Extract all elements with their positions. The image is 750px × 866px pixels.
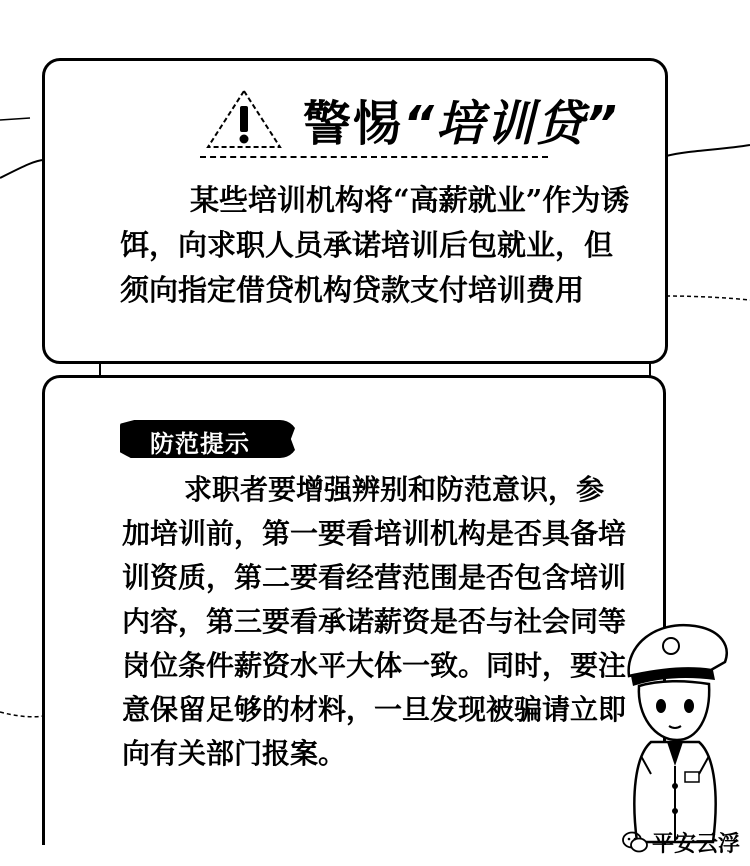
page-title [303,85,619,154]
warning-title [205,84,619,154]
wechat-icon [622,830,648,854]
title-divider [200,156,548,158]
prevention-paragraph: 求职者要增强辨别和防范意识，参加培训前，第一要看培训机构是否具备培训资质，第二要看经营范围是否包含培训内容，第三要看承诺薪资是否与社会同等岗位条件薪资水平大体一致。同时，要注意保留足够的材料，一旦发现被骗请立即向有关部门报案。 [122,473,627,770]
prevention-tag-label: 防范提示 [150,430,250,458]
watermark [622,826,740,858]
warning-paragraph: 某些培训机构将“高薪就业”作为诱饵，向求职人员承诺培训后包就业，但须向指定借贷机构贷款支付培训费用 [120,183,630,307]
title-prefix: 警惕 [303,95,404,152]
title-quoted: “培训贷” [403,95,619,152]
watermark-text: 平安云浮 [652,831,741,857]
police-officer-illustration [615,606,735,846]
warning-triangle-icon [205,88,283,150]
